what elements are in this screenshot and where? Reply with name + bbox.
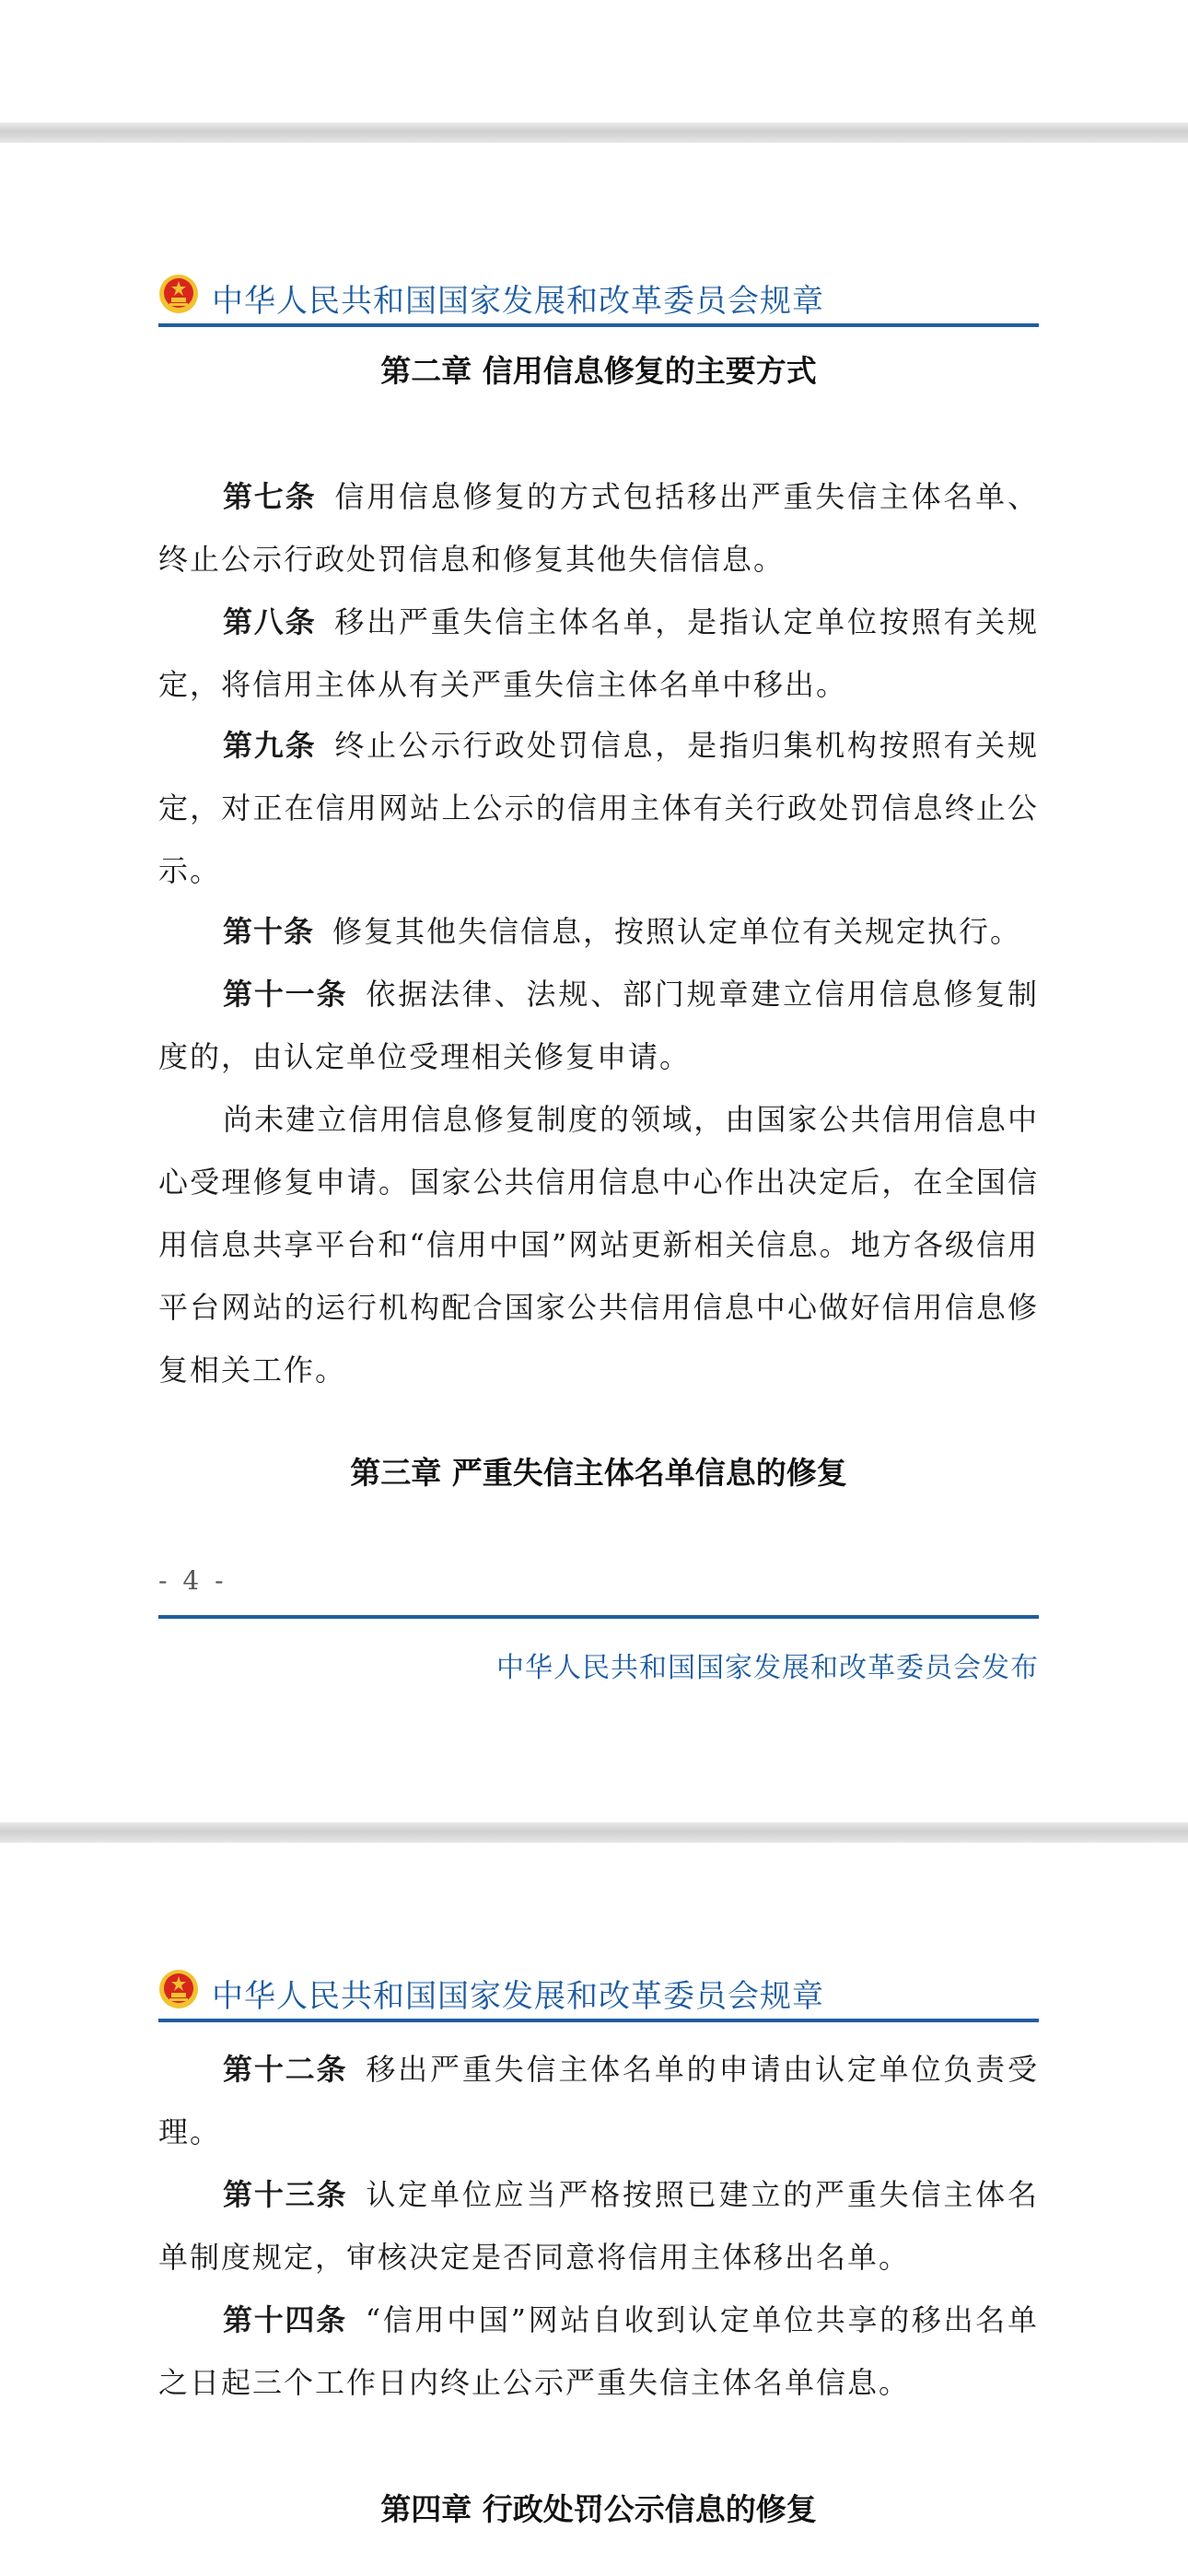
article-number: 第九条: [223, 728, 317, 763]
article-text: 移出严重失信主体名单，是指认定单位按照有关规定，将信用主体从有关严重失信主体名单中移出。: [158, 604, 1039, 702]
article-number: 第十三条: [223, 2177, 348, 2212]
article-text: 终止公示行政处罚信息，是指归集机构按照有关规定，对正在信用网站上公示的信用主体有关行政处罚信息终止公示。: [158, 728, 1039, 888]
article-7: [158, 465, 1039, 591]
chapter-3-title: 第三章 严重失信主体名单信息的修复: [350, 1455, 847, 1491]
article-11-paragraph-2: 尚未建立信用信息修复制度的领域，由国家公共信用信息中心受理修复申请。国家公共信用信息中心作出决定后，在全国信用信息共享平台和“信用中国”网站更新相关信息。地方各级信用平台网站的运行机构配合国家公共信用信息中心做好信用信息修复相关工作。: [158, 1102, 1039, 1388]
header-title: 中华人民共和国国家发展和改革委员会规章: [212, 1978, 824, 2015]
article-8: [158, 591, 1039, 716]
previous-page-tail: [0, 0, 1188, 123]
page-separator: [0, 123, 1188, 143]
article-text: “信用中国”网站自收到认定单位共享的移出名单之日起三个工作日内终止公示严重失信主体名单信息。: [158, 2302, 1039, 2400]
article-number: 第八条: [223, 604, 317, 639]
article-text: 修复其他失信信息，按照认定单位有关规定执行。: [332, 914, 1022, 949]
footer-rule: [158, 1615, 1039, 1619]
page-number: - 4 -: [158, 1565, 227, 1596]
national-emblem-icon: [158, 274, 199, 314]
article-9: [158, 714, 1039, 902]
article-11: [158, 963, 1039, 1088]
page-header: [158, 272, 1039, 327]
article-text: 移出严重失信主体名单的申请由认定单位负责受理。: [158, 2052, 1039, 2149]
page-footer: 中华人民共和国国家发展和改革委员会发布: [496, 1652, 1039, 1684]
article-text: 信用信息修复的方式包括移出严重失信主体名单、终止公示行政处罚信息和修复其他失信信息。: [158, 479, 1039, 577]
document-page-4: [0, 143, 1188, 1822]
article-13: [158, 2163, 1039, 2289]
chapter-2-title: 第二章 信用信息修复的主要方式: [380, 353, 817, 389]
page-header: [158, 1967, 1039, 2022]
document-page-5: [0, 1843, 1188, 2576]
article-12: [158, 2038, 1039, 2163]
article-text: 依据法律、法规、部门规章建立信用信息修复制度的，由认定单位受理相关修复申请。: [158, 977, 1039, 1074]
page-separator: [0, 1822, 1188, 1843]
article-14: [158, 2289, 1039, 2414]
chapter-4-title: 第四章 行政处罚公示信息的修复: [380, 2491, 817, 2527]
article-10: [158, 900, 1039, 963]
national-emblem-icon: [158, 1969, 199, 2009]
header-title: 中华人民共和国国家发展和改革委员会规章: [212, 283, 824, 320]
article-number: 第十条: [223, 914, 315, 949]
article-number: 第七条: [223, 479, 317, 514]
article-text: 认定单位应当严格按照已建立的严重失信主体名单制度规定，审核决定是否同意将信用主体移出名单。: [158, 2177, 1039, 2275]
article-number: 第十四条: [223, 2302, 347, 2337]
article-number: 第十一条: [223, 977, 348, 1012]
article-number: 第十二条: [223, 2052, 348, 2087]
